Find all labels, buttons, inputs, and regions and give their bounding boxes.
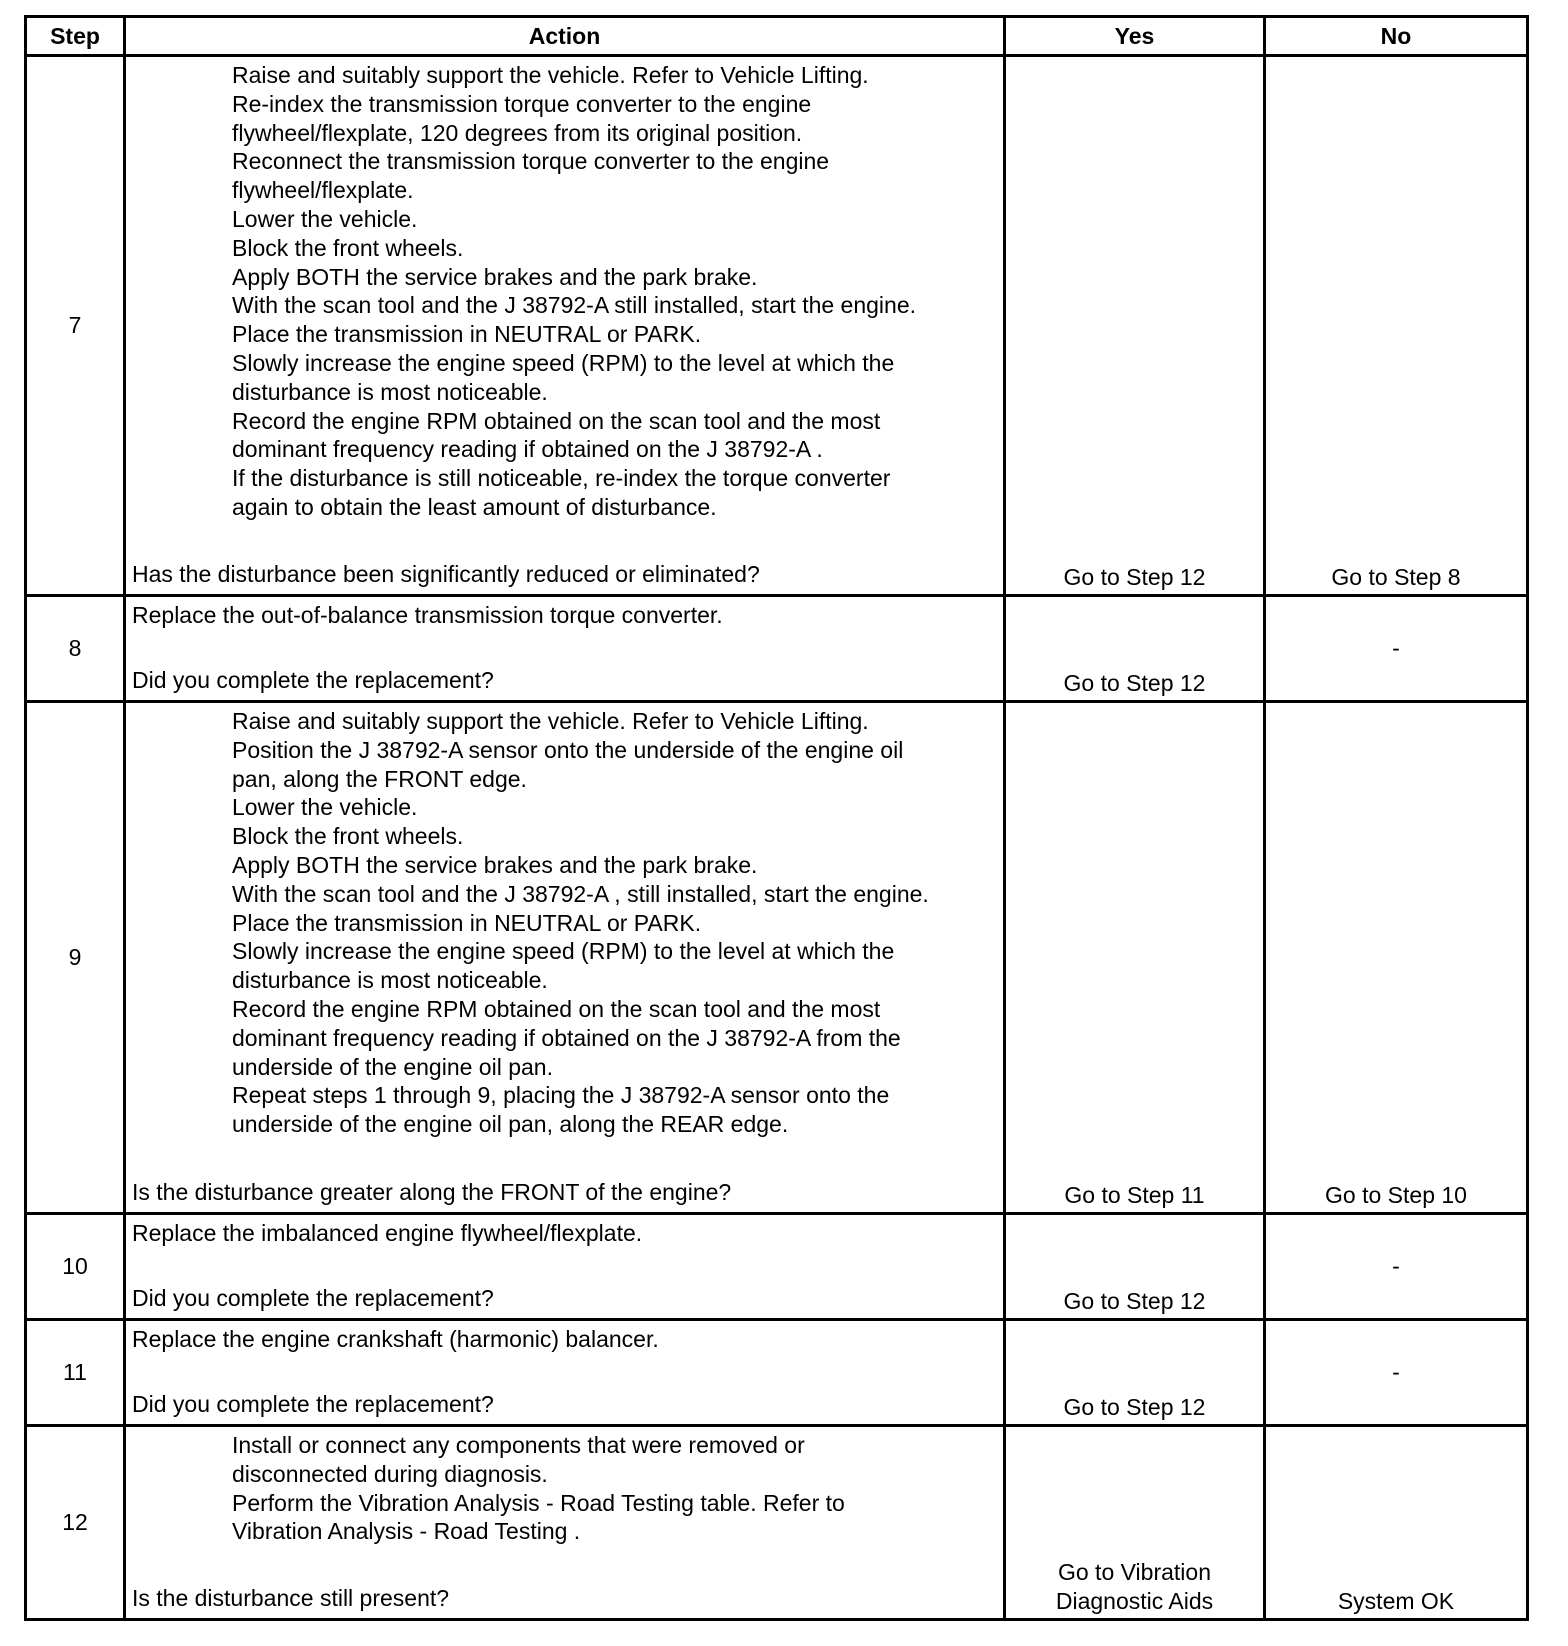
yes-outcome: Go to Step 12 <box>1005 56 1265 596</box>
no-outcome: - <box>1265 1320 1528 1426</box>
yes-outcome-line: Go to Vibration <box>1057 1559 1211 1586</box>
sub-step: Re-index the transmission torque converter to the engine <box>232 90 812 117</box>
no-outcome: Go to Step 10 <box>1265 702 1528 1214</box>
no-outcome: Go to Step 8 <box>1265 56 1528 596</box>
sub-step: Install or connect any components that were removed or <box>232 1432 805 1458</box>
yes-outcome <box>1005 1426 1265 1620</box>
step-number: 7 <box>26 56 125 596</box>
sub-step: Position the J 38792-A sensor onto the underside of the engine oil <box>232 736 904 763</box>
table-row <box>26 1214 1528 1320</box>
sub-step: flywheel/flexplate. <box>232 177 414 204</box>
step-number: 9 <box>26 702 125 1214</box>
header-action: Action <box>125 17 1005 56</box>
yes-outcome: Go to Step 12 <box>1005 596 1265 702</box>
sub-step: flywheel/flexplate, 120 degrees from its original position. <box>232 119 803 146</box>
sub-step: Slowly increase the engine speed (RPM) to the level at which the <box>232 938 895 965</box>
sub-step: Repeat steps 1 through 9, placing the J 38792-A sensor onto the <box>232 1082 890 1109</box>
sub-step-list <box>132 703 997 1139</box>
step-number: 8 <box>26 596 125 702</box>
table-row <box>26 702 1528 1214</box>
action-cell <box>125 596 1005 702</box>
table-row <box>26 1426 1528 1620</box>
question: Did you complete the replacement? <box>132 1391 494 1418</box>
instruction: Replace the imbalanced engine flywheel/flexplate. <box>132 1220 643 1246</box>
sub-step: dominant frequency reading if obtained on the J 38792-A from the <box>232 1024 901 1051</box>
header-row <box>26 17 1528 56</box>
sub-step: Record the engine RPM obtained on the scan tool and the most <box>232 407 881 434</box>
sub-step: disturbance is most noticeable. <box>232 967 548 994</box>
yes-outcome: Go to Step 11 <box>1005 702 1265 1214</box>
sub-step: dominant frequency reading if obtained on the J 38792-A . <box>232 436 823 463</box>
sub-step-list <box>132 57 997 522</box>
sub-step: disconnected during diagnosis. <box>232 1460 548 1487</box>
action-cell <box>125 1426 1005 1620</box>
sub-step: Lower the vehicle. <box>232 205 418 232</box>
sub-step: Lower the vehicle. <box>232 794 418 821</box>
table-row <box>26 1320 1528 1426</box>
instruction: Replace the out-of-balance transmission torque converter. <box>132 602 723 628</box>
sub-step: Apply BOTH the service brakes and the park brake. <box>232 263 758 290</box>
yes-outcome: Go to Step 12 <box>1005 1214 1265 1320</box>
sub-step: again to obtain the least amount of disturbance. <box>232 493 717 520</box>
sub-step: Apply BOTH the service brakes and the park brake. <box>232 851 758 878</box>
table-row <box>26 56 1528 596</box>
sub-step-list <box>132 1427 997 1546</box>
sub-step: Place the transmission in NEUTRAL or PARK. <box>232 909 702 936</box>
action-cell <box>125 1214 1005 1320</box>
sub-step: pan, along the FRONT edge. <box>232 765 527 792</box>
sub-step: disturbance is most noticeable. <box>232 378 548 405</box>
question: Has the disturbance been significantly reduced or eliminated? <box>132 561 760 588</box>
sub-step: underside of the engine oil pan, along the REAR edge. <box>232 1111 789 1138</box>
step-number: 12 <box>26 1426 125 1620</box>
sub-step: Perform the Vibration Analysis - Road Testing table. Refer to <box>232 1489 845 1516</box>
diagnostic-table <box>24 15 1529 1621</box>
sub-step: Reconnect the transmission torque converter to the engine <box>232 148 830 175</box>
question: Is the disturbance still present? <box>132 1585 450 1612</box>
action-cell <box>125 56 1005 596</box>
question: Did you complete the replacement? <box>132 1285 494 1312</box>
question: Is the disturbance greater along the FRONT of the engine? <box>132 1179 732 1206</box>
action-cell <box>125 1320 1005 1426</box>
sub-step: With the scan tool and the J 38792-A , still installed, start the engine. <box>232 880 929 907</box>
sub-step: Record the engine RPM obtained on the scan tool and the most <box>232 995 881 1022</box>
sub-step: If the disturbance is still noticeable, re-index the torque converter <box>232 465 891 492</box>
sub-step: Raise and suitably support the vehicle. Refer to Vehicle Lifting. <box>232 62 869 88</box>
no-outcome: System OK <box>1265 1426 1528 1620</box>
yes-outcome-line: Diagnostic Aids <box>1055 1588 1214 1615</box>
sub-step: With the scan tool and the J 38792-A still installed, start the engine. <box>232 292 917 319</box>
table-row <box>26 596 1528 702</box>
action-cell <box>125 702 1005 1214</box>
sub-step: Block the front wheels. <box>232 823 464 850</box>
sub-step: Vibration Analysis - Road Testing . <box>232 1518 581 1545</box>
no-outcome: - <box>1265 596 1528 702</box>
header-yes: Yes <box>1005 17 1265 56</box>
step-number: 10 <box>26 1214 125 1320</box>
sub-step: Place the transmission in NEUTRAL or PARK. <box>232 321 702 348</box>
sub-step: underside of the engine oil pan. <box>232 1053 553 1080</box>
instruction: Replace the engine crankshaft (harmonic) balancer. <box>132 1326 659 1352</box>
sub-step: Block the front wheels. <box>232 234 464 261</box>
sub-step: Raise and suitably support the vehicle. Refer to Vehicle Lifting. <box>232 708 869 734</box>
question: Did you complete the replacement? <box>132 667 494 694</box>
no-outcome: - <box>1265 1214 1528 1320</box>
header-no: No <box>1265 17 1528 56</box>
yes-outcome: Go to Step 12 <box>1005 1320 1265 1426</box>
header-step: Step <box>26 17 125 56</box>
sub-step: Slowly increase the engine speed (RPM) to the level at which the <box>232 349 895 376</box>
step-number: 11 <box>26 1320 125 1426</box>
